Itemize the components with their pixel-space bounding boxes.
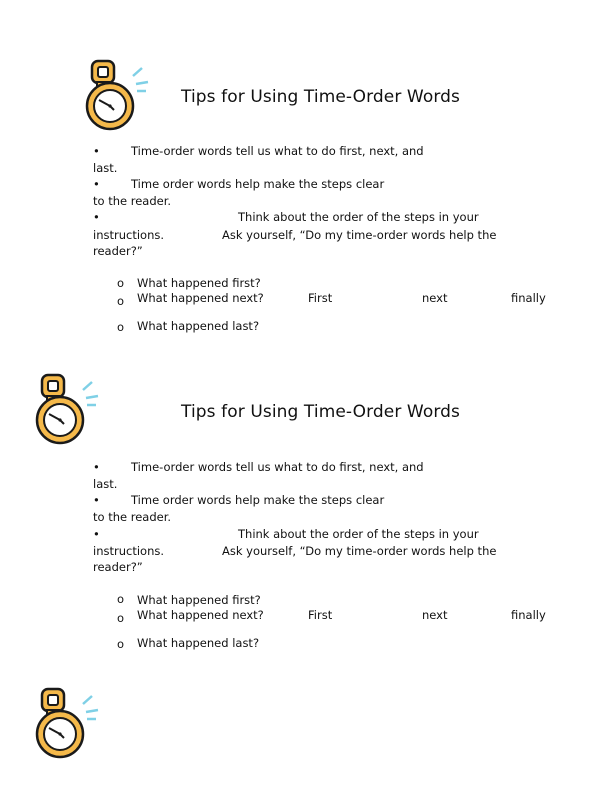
bullet-text: to the reader. xyxy=(93,194,172,208)
stopwatch-icon xyxy=(30,372,100,452)
section-title: Tips for Using Time-Order Words xyxy=(181,87,460,107)
time-order-word: finally xyxy=(511,608,546,622)
bullet-marker: • xyxy=(93,527,100,541)
bullet-text: reader?” xyxy=(93,244,143,258)
question-text: What happened next? xyxy=(137,291,264,305)
question-marker: o xyxy=(117,276,125,290)
bullet-marker: • xyxy=(93,144,100,158)
question-marker: o xyxy=(117,637,125,651)
bullet-text: Time-order words tell us what to do first, next, and xyxy=(131,144,424,158)
bullet-text: Think about the order of the steps in your xyxy=(238,527,479,541)
question-marker: o xyxy=(117,294,125,308)
question-marker: o xyxy=(117,592,125,606)
bullet-text: Think about the order of the steps in your xyxy=(238,210,479,224)
bullet-marker: • xyxy=(93,177,100,191)
bullet-text: Ask yourself, “Do my time-order words help the xyxy=(222,228,497,242)
question-text: What happened first? xyxy=(137,593,261,607)
bullet-text: Time order words help make the steps clear xyxy=(131,177,385,191)
question-text: What happened last? xyxy=(137,636,260,650)
bullet-text: Time order words help make the steps clear xyxy=(131,493,385,507)
bullet-text: instructions. xyxy=(93,544,164,558)
question-text: What happened first? xyxy=(137,276,261,290)
time-order-word: next xyxy=(422,608,448,622)
bullet-text: last. xyxy=(93,477,118,491)
time-order-word: next xyxy=(422,291,448,305)
bullet-text: instructions. xyxy=(93,228,164,242)
bullet-marker: • xyxy=(93,210,100,224)
time-order-word: First xyxy=(308,608,333,622)
bullet-text: Ask yourself, “Do my time-order words help the xyxy=(222,544,497,558)
question-text: What happened next? xyxy=(137,608,264,622)
bullet-text: last. xyxy=(93,161,118,175)
question-marker: o xyxy=(117,611,125,625)
bullet-text: reader?” xyxy=(93,560,143,574)
stopwatch-icon xyxy=(30,686,100,766)
bullet-marker: • xyxy=(93,493,100,507)
question-text: What happened last? xyxy=(137,319,260,333)
bullet-text: to the reader. xyxy=(93,510,172,524)
time-order-word: First xyxy=(308,291,333,305)
stopwatch-icon xyxy=(80,58,150,138)
time-order-word: finally xyxy=(511,291,546,305)
section-title: Tips for Using Time-Order Words xyxy=(181,402,460,422)
bullet-text: Time-order words tell us what to do first, next, and xyxy=(131,460,424,474)
question-marker: o xyxy=(117,320,125,334)
bullet-marker: • xyxy=(93,460,100,474)
